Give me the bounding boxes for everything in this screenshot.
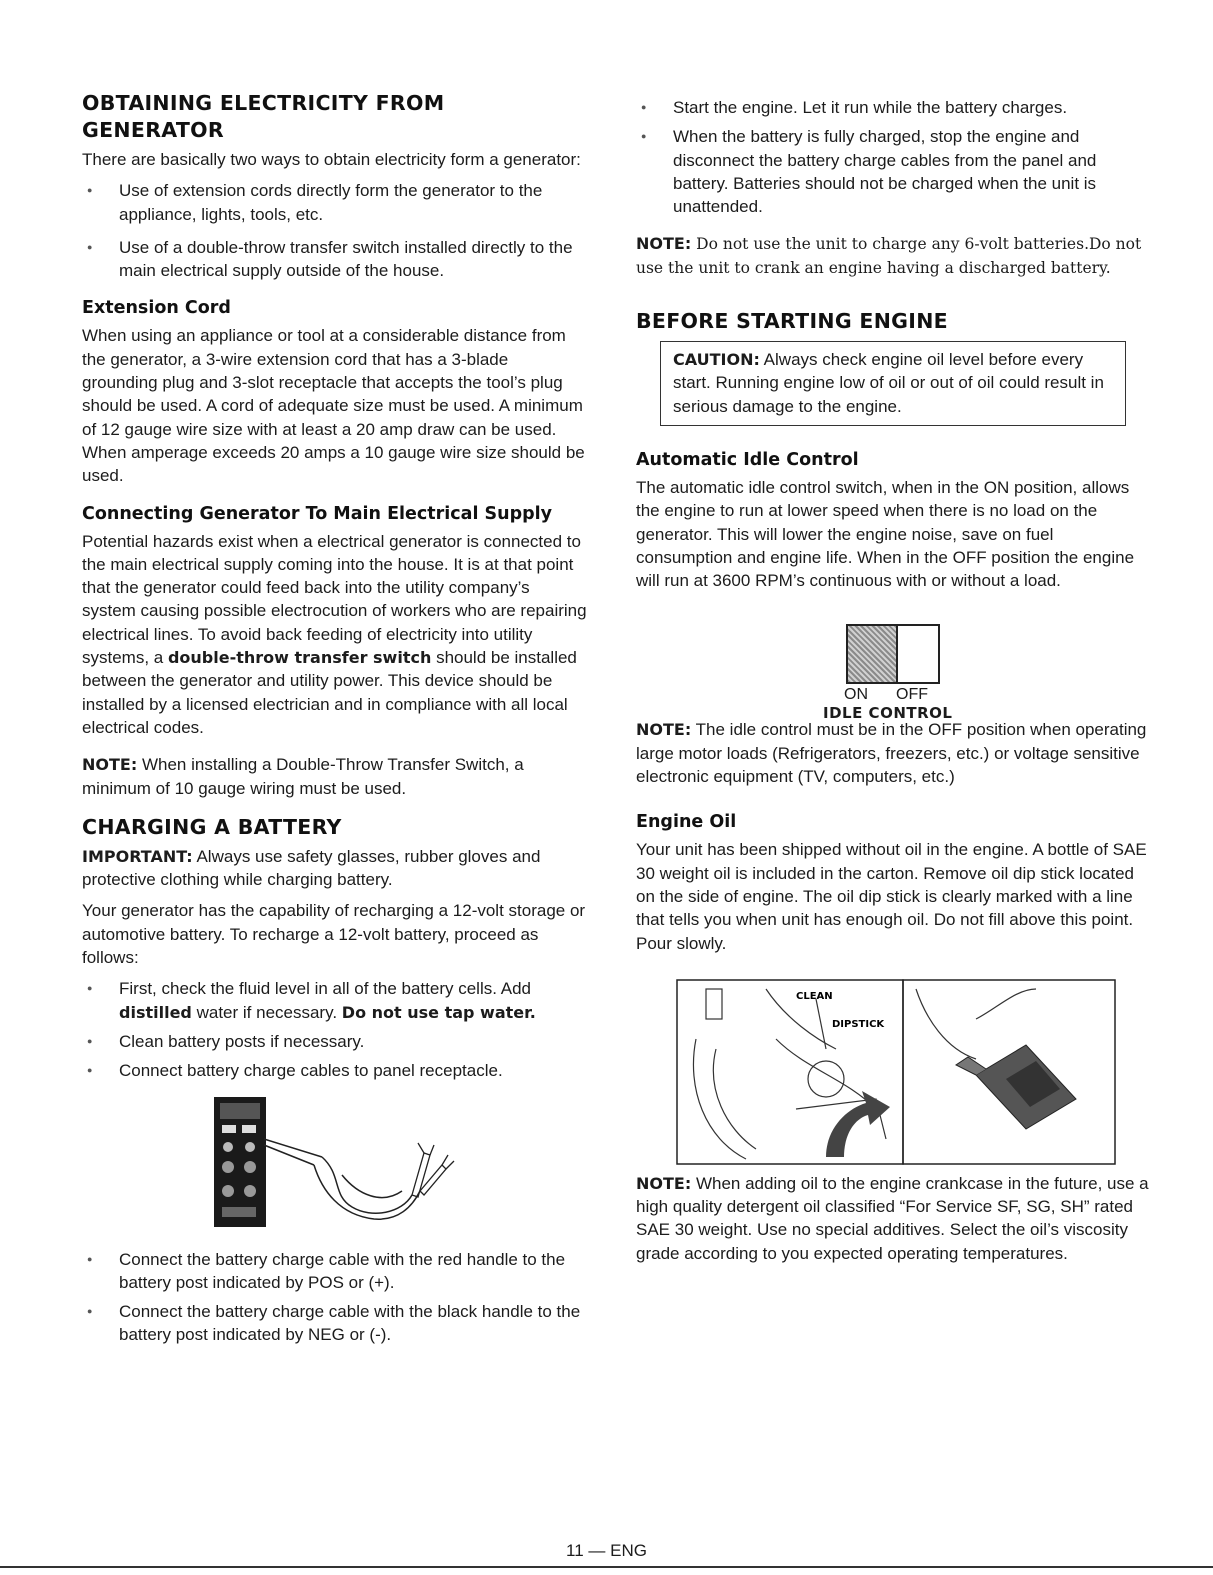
title-line-1: OBTAINING ELECTRICITY FROM xyxy=(82,91,445,115)
note-text: When installing a Double-Throw Transfer Switch, a minimum of 10 gauge wiring must be used. xyxy=(82,755,524,798)
important-text: Always use safety glasses, rubber gloves and protective clothing while charging battery. xyxy=(82,846,541,890)
subsection-title-idle: Automatic Idle Control xyxy=(636,449,859,470)
switch-off-label: OFF xyxy=(896,686,928,704)
note-label: NOTE: xyxy=(82,755,138,775)
subsection-title-extension: Extension Cord xyxy=(82,298,231,319)
subsection-title-connecting: Connecting Generator To Main Electrical Supply xyxy=(82,503,553,524)
bullet-bold: Do not use tap water. xyxy=(341,1002,536,1022)
page-footer: 11 — ENG xyxy=(566,1541,647,1560)
charging-bullet-list-cont xyxy=(82,1248,588,1347)
connecting-text-1: Potential hazards exist when a electrical generator is connected to the main electrical supply coming into the house. It is at that point that the generator could feed back into the utility company’s system causing possible electrocution of workers who are repairing electrical lines. To avoid back feeding of electricity into utility systems, a xyxy=(82,531,587,668)
bottom-rule xyxy=(0,1566,1213,1568)
note-label: NOTE: xyxy=(636,720,692,740)
note-text: When adding oil to the engine crankcase in the future, use a high quality detergent oil classified “For Service SF, SG, SH” rated SAE 30 weight. Use no special additives. Select the oil’s viscosity grade according to you expected operating temperatures. xyxy=(636,1173,1149,1263)
list-item: ● Use of extension cords directly form the generator to the appliance, lights, tools, etc. xyxy=(82,179,588,226)
charge-cable-figure xyxy=(264,1139,420,1219)
idle-switch-icon xyxy=(846,624,940,684)
list-item: ● Connect battery charge cables to panel receptacle. xyxy=(82,1059,588,1082)
bullet-text: First, check the fluid level in all of the battery cells. Add xyxy=(119,979,531,999)
charging-bullet-list-right xyxy=(636,96,1150,218)
note-label: NOTE: xyxy=(636,1173,692,1193)
switch-on-label: ON xyxy=(844,686,868,704)
obtaining-bullet-list xyxy=(82,179,588,282)
connecting-text-2: should be installed between the generator and utility power. This device should be installed by a licensed electrician and in compliance with all local electrical codes. xyxy=(82,648,577,737)
list-item: ● Connect the battery charge cable with the black handle to the battery post indicated by NEG or (-). xyxy=(82,1300,588,1347)
control-panel-figure xyxy=(214,1097,266,1227)
oil-body: Your unit has been shipped without oil in the engine. A bottle of SAE 30 weight oil is included in the carton. Remove oil dip stick located on the side of engine. The oil dip stick is clearly marked with a line that tells you when unit has enough oil. Do not fill above this point. Pour slowly. xyxy=(636,840,1147,953)
fig-label-clean: CLEAN xyxy=(796,990,833,1002)
bullet-text: water if necessary. xyxy=(191,1002,342,1022)
extension-body: When using an appliance or tool at a considerable distance from the generator, a 3-wire extension cord that has a 3-blade grounding plug and 3-slot receptacle that accepts the tool’s plug should be used. A cord of adequate size must be used. A minimum of 12 gauge wire size with at least a 20 amp draw can be used. When amperage exceeds 20 amps a 10 gauge wire size should be used. xyxy=(82,326,585,486)
list-item xyxy=(82,977,588,1024)
important-label: IMPORTANT: xyxy=(82,846,193,866)
charging-important xyxy=(82,845,588,892)
caution-label: CAUTION: xyxy=(673,350,760,370)
note-text: The idle control must be in the OFF position when operating large motor loads (Refrigerators, freezers, etc.) or voltage sensitive electronic equipment (TV, computers, etc.) xyxy=(636,720,1147,787)
charging-bullet-list xyxy=(82,977,588,1082)
section-title-charging: CHARGING A BATTERY xyxy=(82,814,342,839)
section-title-before-starting: BEFORE STARTING ENGINE xyxy=(636,309,948,334)
engine-oil-illustration xyxy=(676,979,1116,1165)
charging-intro: Your generator has the capability of recharging a 12-volt storage or automotive battery. To recharge a 12-volt battery, proceed as follows: xyxy=(82,901,586,968)
left-column xyxy=(82,90,588,1347)
caution-text xyxy=(673,348,1115,418)
right-column xyxy=(636,96,1150,1265)
note-label: NOTE: xyxy=(636,234,692,254)
list-item: ● When the battery is fully charged, stop the engine and disconnect the battery charge cables from the panel and battery. Batteries should not be charged when the unit is unattended. xyxy=(636,125,1150,218)
battery-charge-illustration xyxy=(82,1095,588,1231)
idle-note xyxy=(636,718,1150,788)
caution-box xyxy=(660,341,1126,426)
oil-bottle-figure xyxy=(916,989,1076,1129)
section-title-obtaining xyxy=(82,90,588,144)
list-item: ● Connect the battery charge cable with the red handle to the battery post indicated by POS or (+). xyxy=(82,1248,588,1295)
idle-control-figure xyxy=(636,606,1150,723)
idle-body: The automatic idle control switch, when in the ON position, allows the engine to run at lower speed when there is no load on the generator. This will lower the engine noise, save on fuel consumption and engine life. When in the OFF position the engine will run at 3600 RPM’s continuous with or without a load. xyxy=(636,477,1135,591)
title-line-2: GENERATOR xyxy=(82,118,224,142)
connecting-body xyxy=(82,530,588,740)
obtaining-intro: There are basically two ways to obtain electricity form a generator: xyxy=(82,150,581,169)
engine-figure xyxy=(693,989,886,1159)
switch-on-half xyxy=(848,626,898,682)
note-text: Do not use the unit to charge any 6-volt batteries.Do not use the unit to crank an engine having a discharged battery. xyxy=(636,235,1142,277)
charging-note xyxy=(636,232,1150,280)
battery-clamps-figure xyxy=(412,1143,454,1197)
fig-label-dipstick: DIPSTICK xyxy=(832,1018,885,1030)
list-item: ● Clean battery posts if necessary. xyxy=(82,1030,588,1053)
oil-note xyxy=(636,1172,1150,1265)
switch-caption: IDLE CONTROL xyxy=(823,704,953,723)
connecting-bold-term: double-throw transfer switch xyxy=(167,648,432,668)
bullet-bold: distilled xyxy=(119,1002,192,1022)
caution-body: Always check engine oil level before every start. Running engine low of oil or out of oil could result in serious damage to the engine. xyxy=(673,350,1104,416)
list-item: ● Use of a double-throw transfer switch installed directly to the main electrical supply outside of the house. xyxy=(82,236,588,283)
subsection-title-engine-oil: Engine Oil xyxy=(636,812,737,833)
list-item: ● Start the engine. Let it run while the battery charges. xyxy=(636,96,1150,119)
connecting-note xyxy=(82,753,588,800)
